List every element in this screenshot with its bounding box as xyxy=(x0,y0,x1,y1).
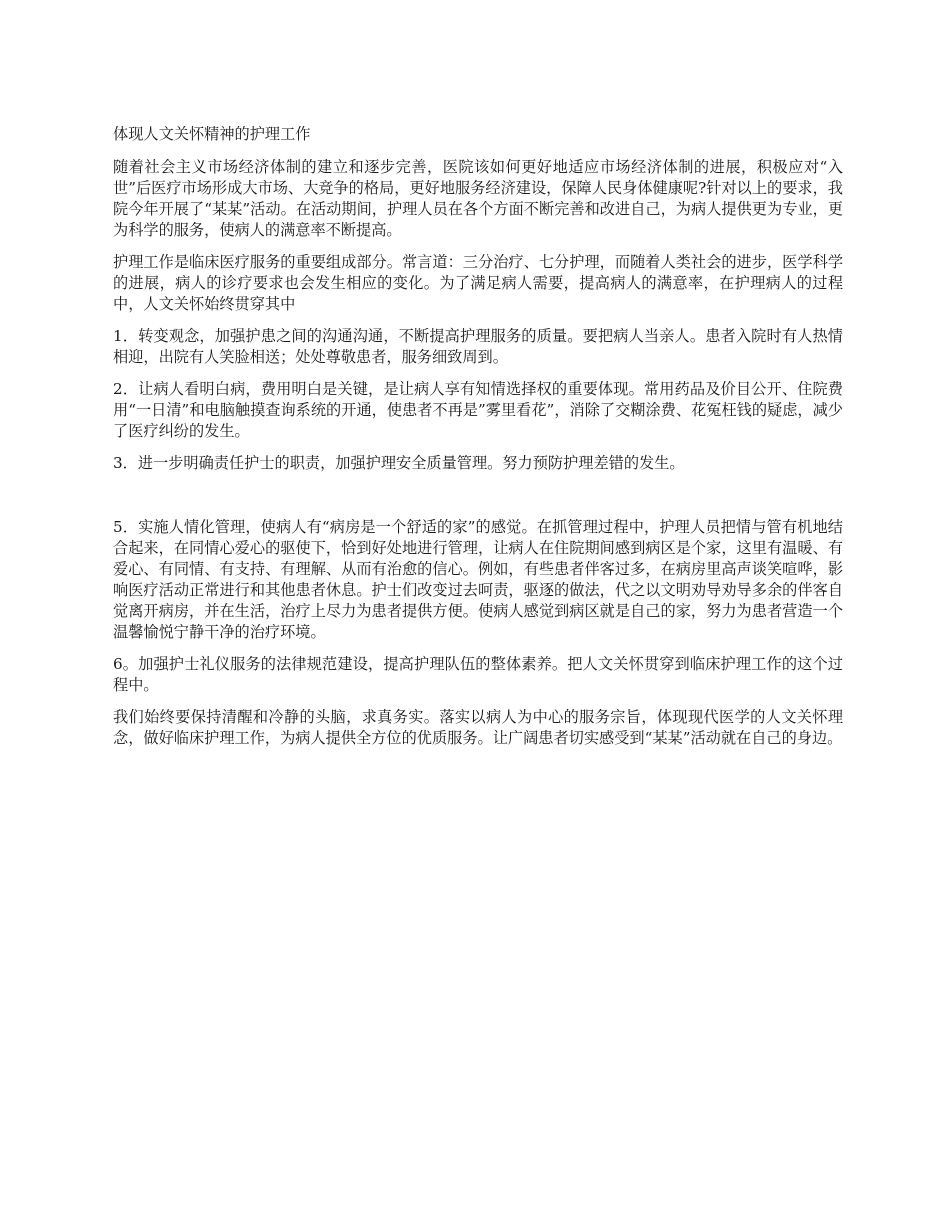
paragraph-nursing-importance: 护理工作是临床医疗服务的重要组成部分。常言道：三分治疗、七分护理，而随着人类社会的进步，医学科学的进展，病人的诊疗要求也会发生相应的变化。为了满足病人需要，提高病人的满意率，在护理病人的过程中，人文关怀始终贯穿其中 xyxy=(113,253,843,313)
document-title: 体现人文关怀精神的护理工作 xyxy=(113,125,311,143)
paragraph-item-3: 3．进一步明确责任护士的职责，加强护理安全质量管理。努力预防护理差错的发生。 xyxy=(113,454,685,472)
paragraph-item-5: 5．实施人情化管理，使病人有“病房是一个舒适的家”的感觉。在抓管理过程中，护理人员把情与管有机地结合起来，在同情心爱心的驱使下，恰到好处地进行管理，让病人在住院期间感到病区是个家，这里有温暖、有爱心、有同情、有支持、有理解、从而有治愈的信心。例如，有些患者伴客过多，在病房里高声谈笑喧哗，影响医疗活动正常进行和其他患者休息。护士们改变过去呵责，驱逐的做法，代之以文明劝导劝导多余的伴客自觉离开病房，并在生活，治疗上尽力为患者提供方便。使病人感觉到病区就是自己的家，努力为患者营造一个温馨愉悦宁静干净的治疗环境。 xyxy=(113,518,843,641)
document-body xyxy=(113,124,843,760)
paragraph-conclusion: 我们始终要保持清醒和冷静的头脑，求真务实。落实以病人为中心的服务宗旨，体现现代医学的人文关怀理念，做好临床护理工作，为病人提供全方位的优质服务。让广阔患者切实感受到“某某”活动就在自己的身边。 xyxy=(113,708,843,747)
paragraph-item-1: 1．转变观念，加强护患之间的沟通沟通，不断提高护理服务的质量。要把病人当亲人。患者入院时有人热情相迎，出院有人笑脸相送；处处尊敬患者，服务细致周到。 xyxy=(113,327,843,366)
paragraph-item-2: 2．让病人看明白病，费用明白是关键，是让病人享有知情选择权的重要体现。常用药品及价目公开、住院费用“一日清”和电脑触摸查询系统的开通，使患者不再是”雾里看花”，消除了交糊涂费、花冤枉钱的疑虑，减少了医疗纠纷的发生。 xyxy=(113,380,843,440)
paragraph-item-6: 6。加强护士礼仪服务的法律规范建设，提高护理队伍的整体素养。把人文关怀贯穿到临床护理工作的这个过程中。 xyxy=(113,655,843,694)
paragraph-intro: 随着社会主义市场经济体制的建立和逐步完善，医院该如何更好地适应市场经济体制的进展，积极应对“入世”后医疗市场形成大市场、大竞争的格局，更好地服务经济建设，保障人民身体健康呢?针对以上的要求，我院今年开展了“某某”活动。在活动期间，护理人员在各个方面不断完善和改进自己，为病人提供更为专业，更为科学的服务，使病人的满意率不断提高。 xyxy=(113,158,843,239)
